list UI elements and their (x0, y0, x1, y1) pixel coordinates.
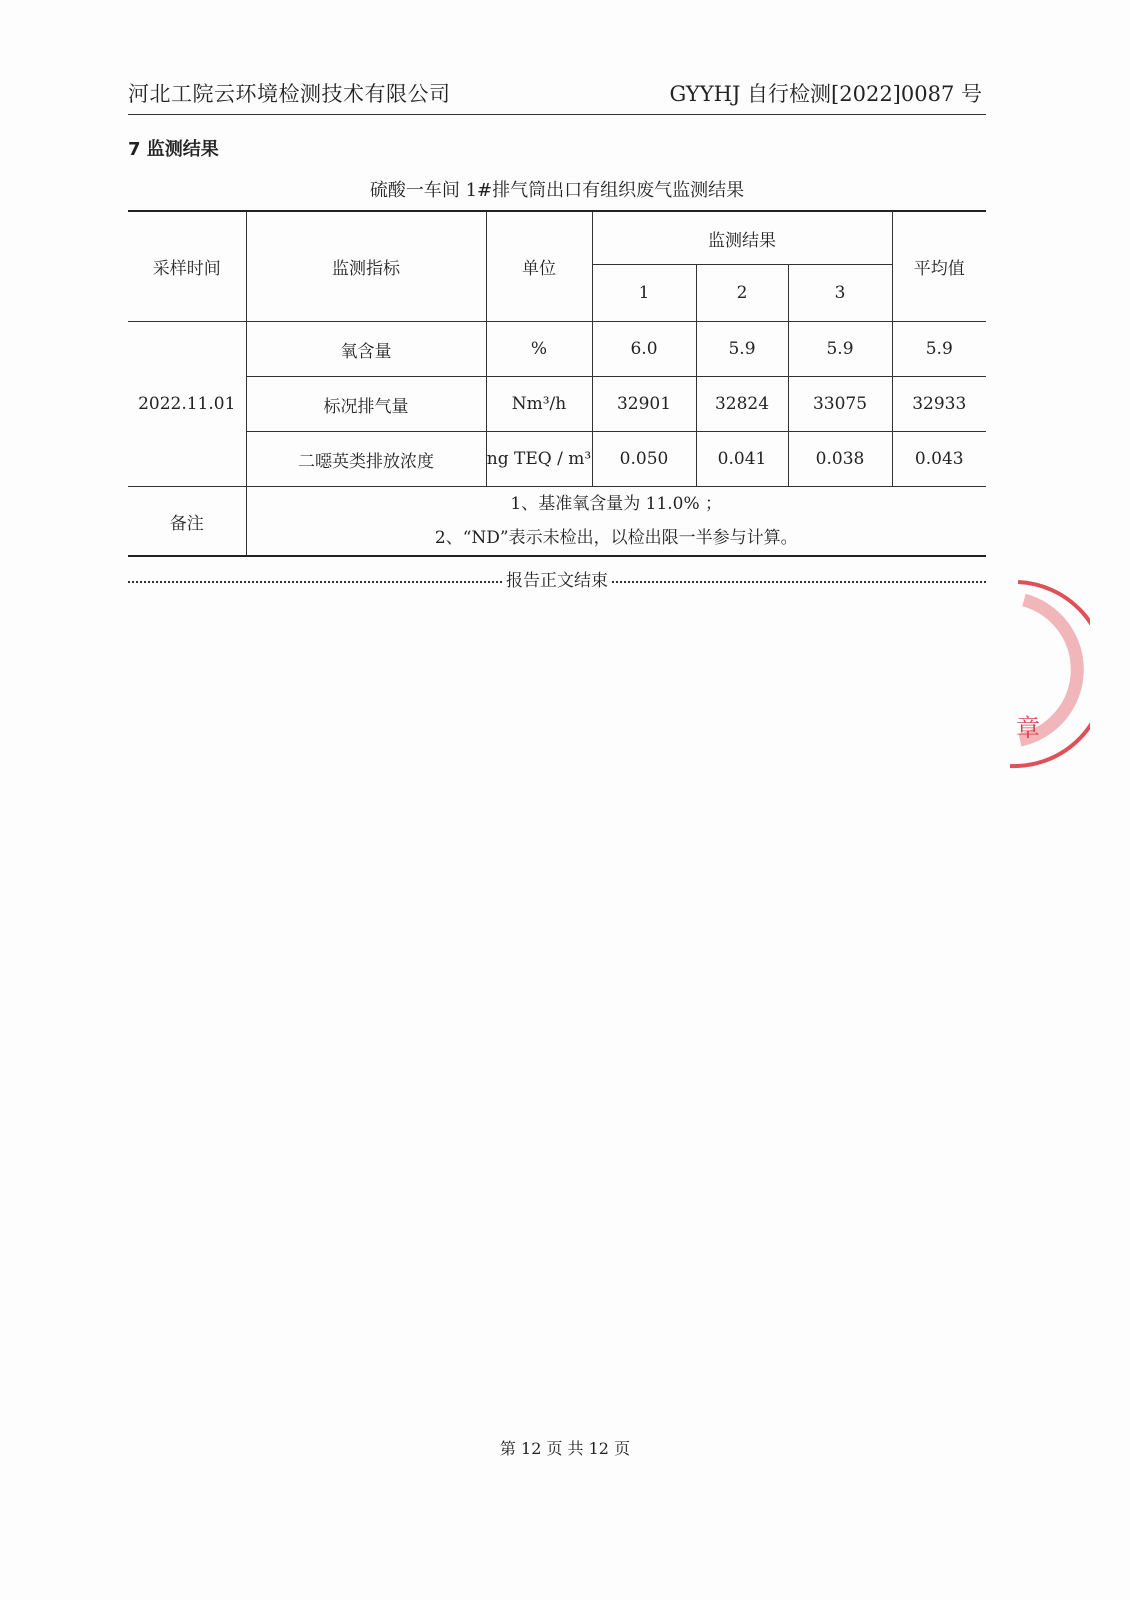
section-title: 7 监测结果 (128, 139, 219, 160)
value-cell: 5.9 (696, 322, 788, 377)
value-cell: 5.9 (788, 322, 892, 377)
table-caption: 硫酸一车间 1#排气筒出口有组织废气监测结果 (369, 180, 745, 201)
average-cell: 5.9 (892, 322, 986, 377)
report-end-label: 报告正文结束 (506, 571, 608, 591)
value-cell: 6.0 (592, 322, 696, 377)
header-sampling-time: 采样时间 (128, 211, 246, 322)
value-cell: 0.038 (788, 432, 892, 487)
table-row (128, 432, 986, 487)
notes-label: 备注 (128, 487, 246, 557)
value-cell: 0.041 (696, 432, 788, 487)
header-run-1: 1 (592, 265, 696, 322)
unit-cell: Nm³/h (486, 377, 592, 432)
header-run-2: 2 (696, 265, 788, 322)
indicator-cell: 氧含量 (246, 322, 486, 377)
value-cell: 0.050 (592, 432, 696, 487)
sampling-date: 2022.11.01 (128, 322, 246, 487)
table-row (128, 377, 986, 432)
page-header (128, 78, 986, 115)
table-row (128, 322, 986, 377)
company-name: 河北工院云环境检测技术有限公司 (128, 82, 451, 106)
report-number: GYYHJ 自行检测[2022]0087 号 (669, 82, 982, 106)
unit-cell: % (486, 322, 592, 377)
notes-content (246, 487, 986, 557)
header-run-3: 3 (788, 265, 892, 322)
report-end-line (128, 566, 986, 591)
dotted-leader (128, 581, 502, 583)
header-indicator: 监测指标 (246, 211, 486, 322)
seal-text: 章 (1016, 714, 1040, 742)
average-cell: 0.043 (892, 432, 986, 487)
value-cell: 32901 (592, 377, 696, 432)
monitoring-results-table (128, 210, 986, 557)
company-seal (990, 570, 1090, 770)
header-row (128, 211, 986, 265)
dotted-leader (612, 581, 986, 583)
value-cell: 33075 (788, 377, 892, 432)
note-line: 2、“ND”表示未检出，以检出限一半参与计算。 (434, 528, 798, 548)
header-average: 平均值 (892, 211, 986, 322)
average-cell: 32933 (892, 377, 986, 432)
indicator-cell: 标况排气量 (246, 377, 486, 432)
value-cell: 32824 (696, 377, 788, 432)
indicator-cell: 二噁英类排放浓度 (246, 432, 486, 487)
header-unit: 单位 (486, 211, 592, 322)
note-line: 1、基准氧含量为 11.0% ； (510, 494, 723, 514)
page-footer: 第 12 页 共 12 页 (499, 1439, 631, 1458)
header-results: 监测结果 (592, 211, 892, 265)
notes-row (128, 487, 986, 557)
unit-cell: ng TEQ / m³ (486, 432, 592, 487)
